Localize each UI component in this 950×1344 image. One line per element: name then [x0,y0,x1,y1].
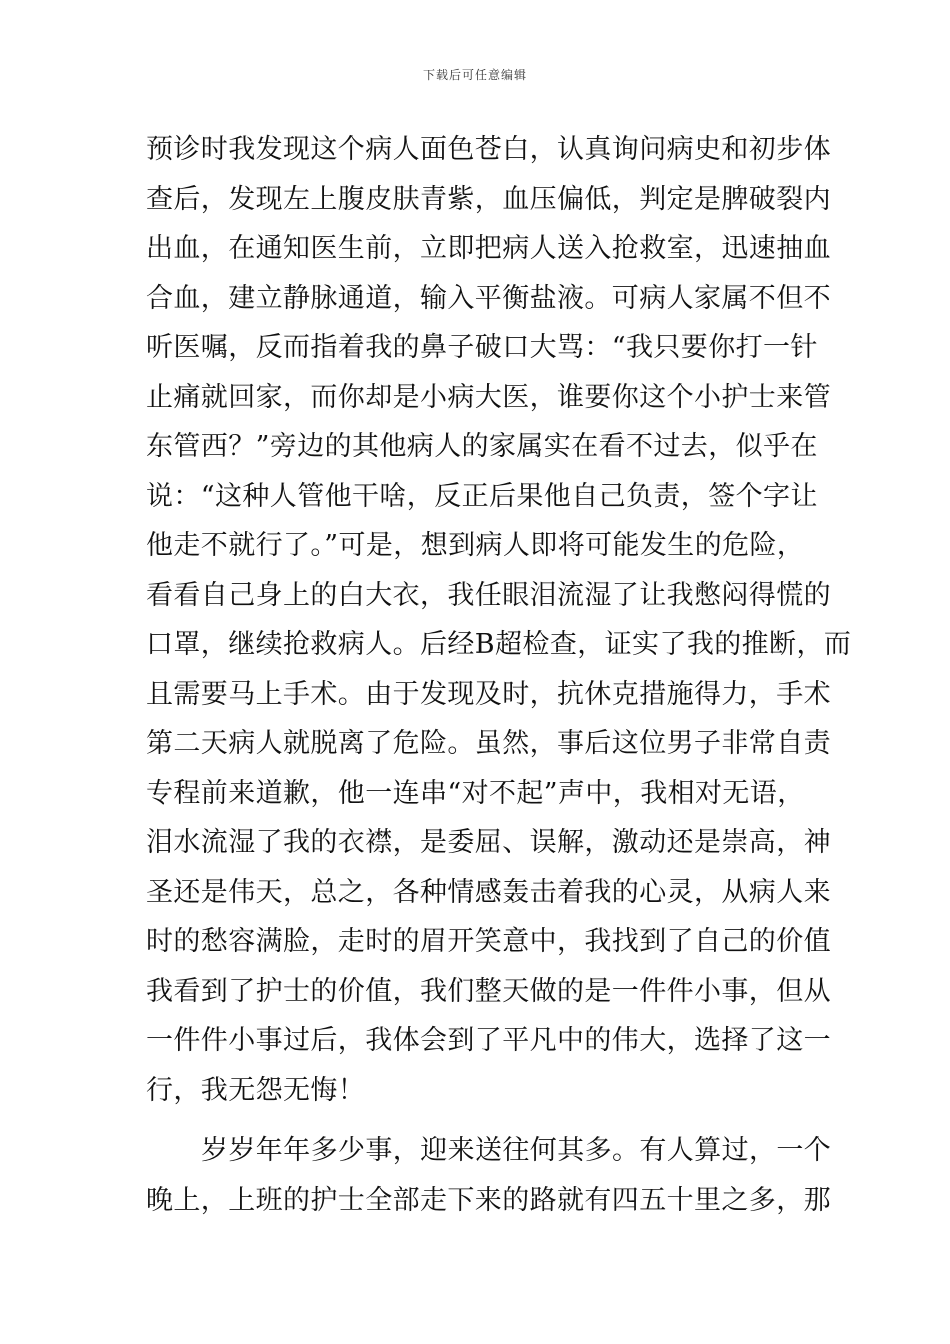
text-line: 晚上，上班的护士全部走下来的路就有四五十里之多，那 [146,1184,831,1216]
paragraph-1 [146,125,852,1115]
text-line: 听医嘱，反而指着我的鼻子破口大骂：“我只要你打一针 [146,332,818,363]
text-line: 泪水流湿了我的衣襟，是委屈、误解，激动还是崇高，神 [146,827,831,858]
text-line: 且需要马上手术。由于发现及时，抗休克措施得力，手术 [146,678,831,710]
text-line: 专程前来道歉，他一连串“对不起”声中，我相对无语， [146,777,805,809]
paragraph-spacer [146,1115,806,1126]
document-body [146,125,852,1225]
text-line: 圣还是伟天，总之，各种情感轰击着我的心灵，从病人来 [146,876,831,908]
text-line: 合血，建立静脉通道，输入平衡盐液。可病人家属不但不 [146,282,831,314]
text-line: 一件件小事过后，我体会到了平凡中的伟大，选择了这一 [146,1025,831,1056]
text-line: 口罩，继续抢救病人。后经B超检查，证实了我的推断，而 [146,629,852,660]
page-header: 下载后可任意编辑 [422,68,527,82]
text-line: 第二天病人就脱离了危险。虽然，事后这位男子非常自责 [146,728,831,759]
text-line: 预诊时我发现这个病人面色苍白，认真询问病史和初步体 [146,134,831,165]
text-line: 看看自己身上的白大衣，我任眼泪流湿了让我憋闷得慌的 [146,579,831,611]
text-line: 止痛就回家，而你却是小病大医，谁要你这个小护士来管 [146,381,831,413]
text-line: 行，我无怨无悔！ [146,1074,366,1106]
paragraph-2 [146,1126,832,1225]
text-line: 岁岁年年多少事，迎来送往何其多。有人算过，一个 [201,1135,832,1166]
text-line: 说：“这种人管他干啥，反正后果他自己负责，签个字让 [146,480,818,512]
text-line: 时的愁容满脸，走时的眉开笑意中，我找到了自己的价值 [146,926,831,957]
text-line: 查后，发现左上腹皮肤青紫，血压偏低，判定是脾破裂内 [146,183,831,215]
text-line: 他走不就行了。”可是，想到病人即将可能发生的危险， [146,530,805,561]
text-line: 东管西？”旁边的其他病人的家属实在看不过去，似乎在 [146,431,818,462]
text-line: 出血，在通知医生前，立即把病人送入抢救室，迅速抽血 [146,233,831,264]
text-line: 我看到了护士的价值，我们整天做的是一件件小事，但从 [146,975,831,1007]
